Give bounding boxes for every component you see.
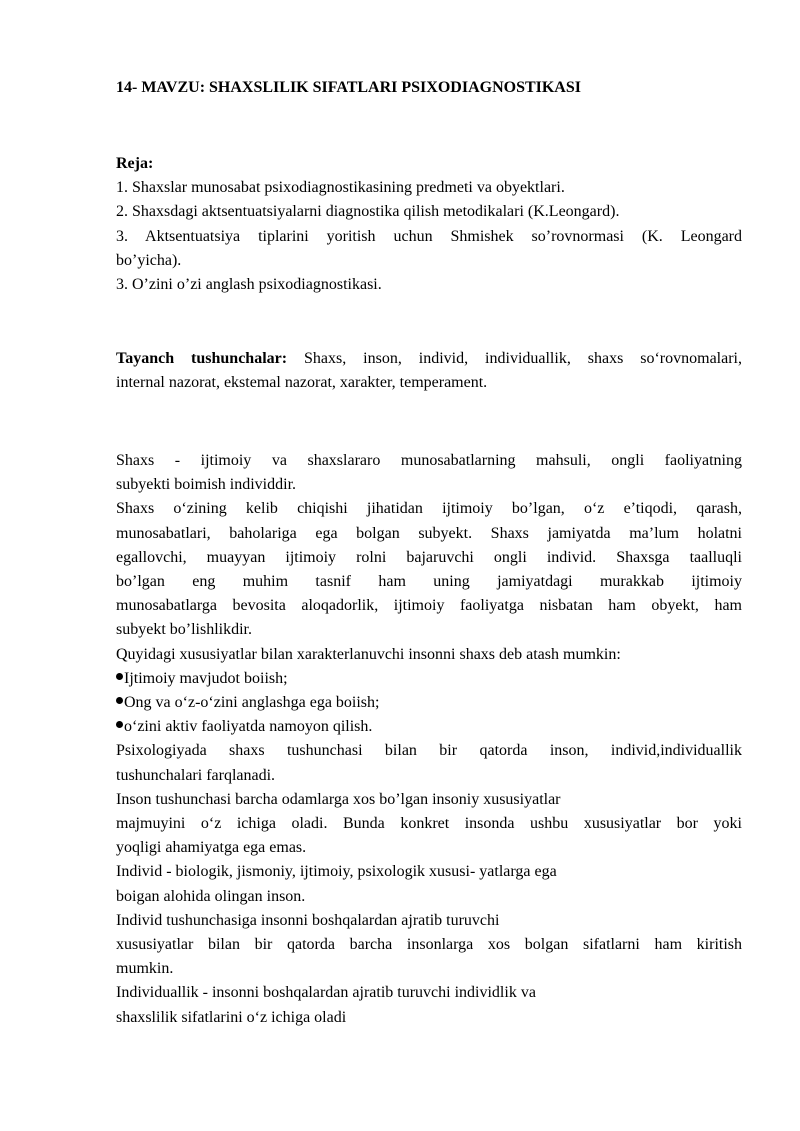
paragraph-line: Individuallik - insonni boshqalardan ajratib turuvchi individlik va <box>116 984 536 1002</box>
paragraph-line: mumkin. <box>116 960 174 978</box>
paragraph-line: subyekti boimish individdir. <box>116 476 297 494</box>
paragraph-line: majmuyini o‘z ichiga oladi. Bunda konkret insonda ushbu xususiyatlar bor yoki <box>116 815 742 833</box>
paragraph-line: boigan alohida olingan inson. <box>116 887 306 905</box>
body-text <box>116 449 742 1030</box>
bullet-icon <box>116 697 123 704</box>
plan-item: 3. O’zini o’zi anglash psixodiagnostikasi. <box>116 276 382 294</box>
plan-section <box>116 152 742 297</box>
bullet-item <box>116 667 742 691</box>
key-concepts-line <box>116 347 742 371</box>
paragraph-line: subyekt bo’lishlikdir. <box>116 621 252 639</box>
paragraph-line: xususiyatlar bilan bir qatorda barcha insonlarga xos bolgan sifatlarni ham kiritish <box>116 936 742 954</box>
paragraph-line: yoqligi ahamiyatga ega emas. <box>116 839 307 857</box>
bullet-icon <box>116 673 123 680</box>
key-concepts-section <box>116 347 742 395</box>
paragraph-line: Shaxs o‘zining kelib chiqishi jihatidan ijtimoiy bo’lgan, o‘z e’tiqodi, qarash, <box>116 500 742 518</box>
bullet-item <box>116 691 742 715</box>
plan-item: 2. Shaxsdagi aktsentuatsiyalarni diagnostika qilish metodikalari (K.Leongard). <box>116 203 620 221</box>
paragraph-line: Inson tushunchasi barcha odamlarga xos bo’lgan insoniy xususiyatlar <box>116 790 561 808</box>
bullet-text: o‘zini aktiv faoliyatda namoyon qilish. <box>124 718 373 736</box>
paragraph-line: Individ - biologik, jismoniy, ijtimoiy, psixologik xususi- yatlarga ega <box>116 863 557 881</box>
paragraph-line: munosabatlarga bevosita aloqadorlik, ijtimoiy faoliyatga nisbatan ham obyekt, ham <box>116 597 742 615</box>
bullet-text: Ijtimoiy mavjudot boiish; <box>124 669 288 687</box>
paragraph-line: Shaxs - ijtimoiy va shaxslararo munosabatlarning mahsuli, ongli faoliyatning <box>116 452 742 469</box>
paragraph-line: Psixologiyada shaxs tushunchasi bilan bir qatorda inson, individ,individuallik <box>116 742 742 760</box>
bullet-icon <box>116 721 123 728</box>
bullet-text: Ong va o‘z-o‘zini anglashga ega boiish; <box>124 694 380 712</box>
plan-item-continuation: bo’yicha). <box>116 251 182 269</box>
paragraph-line: tushunchalari farqlanadi. <box>116 766 276 784</box>
key-concepts-line: internal nazorat, ekstemal nazorat, xarakter, temperament. <box>116 374 488 392</box>
paragraph-line: shaxslilik sifatlarini o‘z ichiga oladi <box>116 1008 347 1026</box>
paragraph-line: munosabatlari, baholariga ega bolgan subyekt. Shaxs jamiyatda ma’lum holatni <box>116 524 742 542</box>
key-concepts-text: Shaxs, inson, individ, individuallik, shaxs so‘rovnomalari, <box>287 350 742 367</box>
page-title: 14- MAVZU: SHAXSLILIK SIFATLARI PSIXODIAGNOSTIKASI <box>116 79 581 96</box>
paragraph-line: egallovchi, muayyan ijtimoiy rolni bajaruvchi ongli individ. Shaxsga taalluqli <box>116 548 742 566</box>
paragraph-line: Individ tushunchasiga insonni boshqalardan ajratib turuvchi <box>116 911 500 929</box>
paragraph-line: bo’lgan eng muhim tasnif ham uning jamiyatdagi murakkab ijtimoiy <box>116 573 742 591</box>
plan-item: 1. Shaxslar munosabat psixodiagnostikasining predmeti va obyektlari. <box>116 179 565 197</box>
bullet-item <box>116 715 742 739</box>
plan-item: 3. Aktsentuatsiya tiplarini yoritish uchun Shmishek so’rovnormasi (K. Leongard <box>116 227 742 245</box>
paragraph-line: Quyidagi xususiyatlar bilan xarakterlanuvchi insonni shaxs deb atash mumkin: <box>116 645 621 663</box>
plan-heading: Reja: <box>116 155 154 172</box>
key-concepts-label: Tayanch tushunchalar: <box>116 350 288 367</box>
